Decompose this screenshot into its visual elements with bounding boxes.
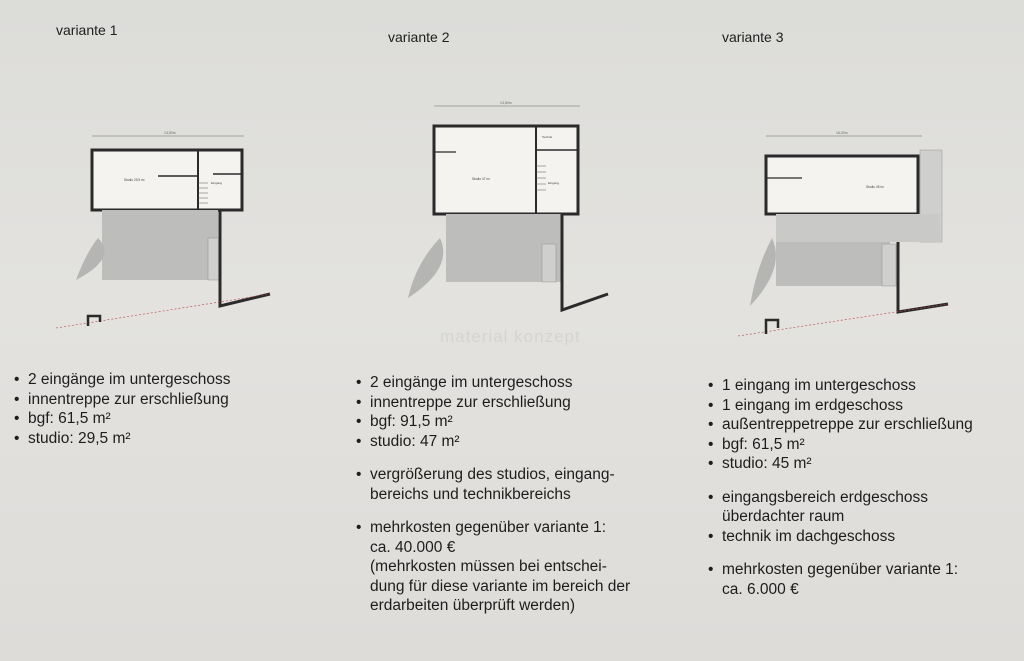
bullet-item: • 1 eingang im erdgeschoss	[708, 396, 1018, 416]
variante-2-title: variante 2	[388, 29, 450, 45]
plan-dimension-label: 13,50m	[500, 101, 512, 105]
plan-dimension-label: 13,50m	[164, 131, 176, 135]
variante-3-column	[690, 0, 1024, 661]
bullet-item: • studio: 45 m²	[708, 454, 1018, 474]
variante-3-floor-plan	[736, 128, 976, 338]
room-label-studio: Studio 29,5 m²	[124, 178, 145, 182]
variante-1-bullet-list	[14, 370, 314, 448]
variante-2-column	[330, 0, 690, 661]
variante-3-bullet-list	[708, 376, 1018, 599]
variante-2-floor-plan	[394, 98, 634, 318]
watermark-text: material konzept	[440, 327, 581, 346]
bullet-item: • studio: 47 m²	[356, 432, 676, 452]
bullet-item: • bgf: 61,5 m²	[708, 435, 1018, 455]
variante-2-bullet-list	[356, 373, 676, 616]
room-label-eingang: Eingang	[548, 181, 560, 185]
bullet-item: • innentreppe zur erschließung	[14, 390, 314, 410]
bullet-item: • mehrkosten gegenüber variante 1: ca. 40.000 € (mehrkosten müssen bei entschei- dung für diese variante im bereich der erdarbeiten überprüft werden)	[356, 518, 676, 616]
bullet-item: • bgf: 61,5 m²	[14, 409, 314, 429]
bullet-item: • außentreppetreppe zur erschließung	[708, 415, 1018, 435]
variante-1-title: variante 1	[56, 22, 118, 38]
bullet-item: • innentreppe zur erschließung	[356, 393, 676, 413]
variante-3-title: variante 3	[722, 29, 784, 45]
bullet-item: • vergrößerung des studios, eingang- bereichs und technikbereichs	[356, 465, 676, 504]
plan-dimension-label: 16,00m	[836, 131, 848, 135]
room-label-eingang: Eingang	[211, 181, 223, 185]
room-label-studio: Studio 47 m²	[472, 177, 491, 181]
bullet-item: • technik im dachgeschoss	[708, 527, 1018, 547]
bullet-item: • studio: 29,5 m²	[14, 429, 314, 449]
bullet-item: • 1 eingang im untergeschoss	[708, 376, 1018, 396]
variante-1-floor-plan	[48, 128, 288, 338]
bullet-item: • bgf: 91,5 m²	[356, 412, 676, 432]
bullet-item: • mehrkosten gegenüber variante 1: ca. 6.000 €	[708, 560, 1018, 599]
room-label-studio: Studio 45 m²	[866, 185, 885, 189]
room-label-technik: Technik	[542, 135, 553, 139]
bullet-item: • eingangsbereich erdgeschoss überdachter raum	[708, 488, 1018, 527]
variante-1-column	[0, 0, 330, 661]
bullet-item: • 2 eingänge im untergeschoss	[356, 373, 676, 393]
bullet-item: • 2 eingänge im untergeschoss	[14, 370, 314, 390]
